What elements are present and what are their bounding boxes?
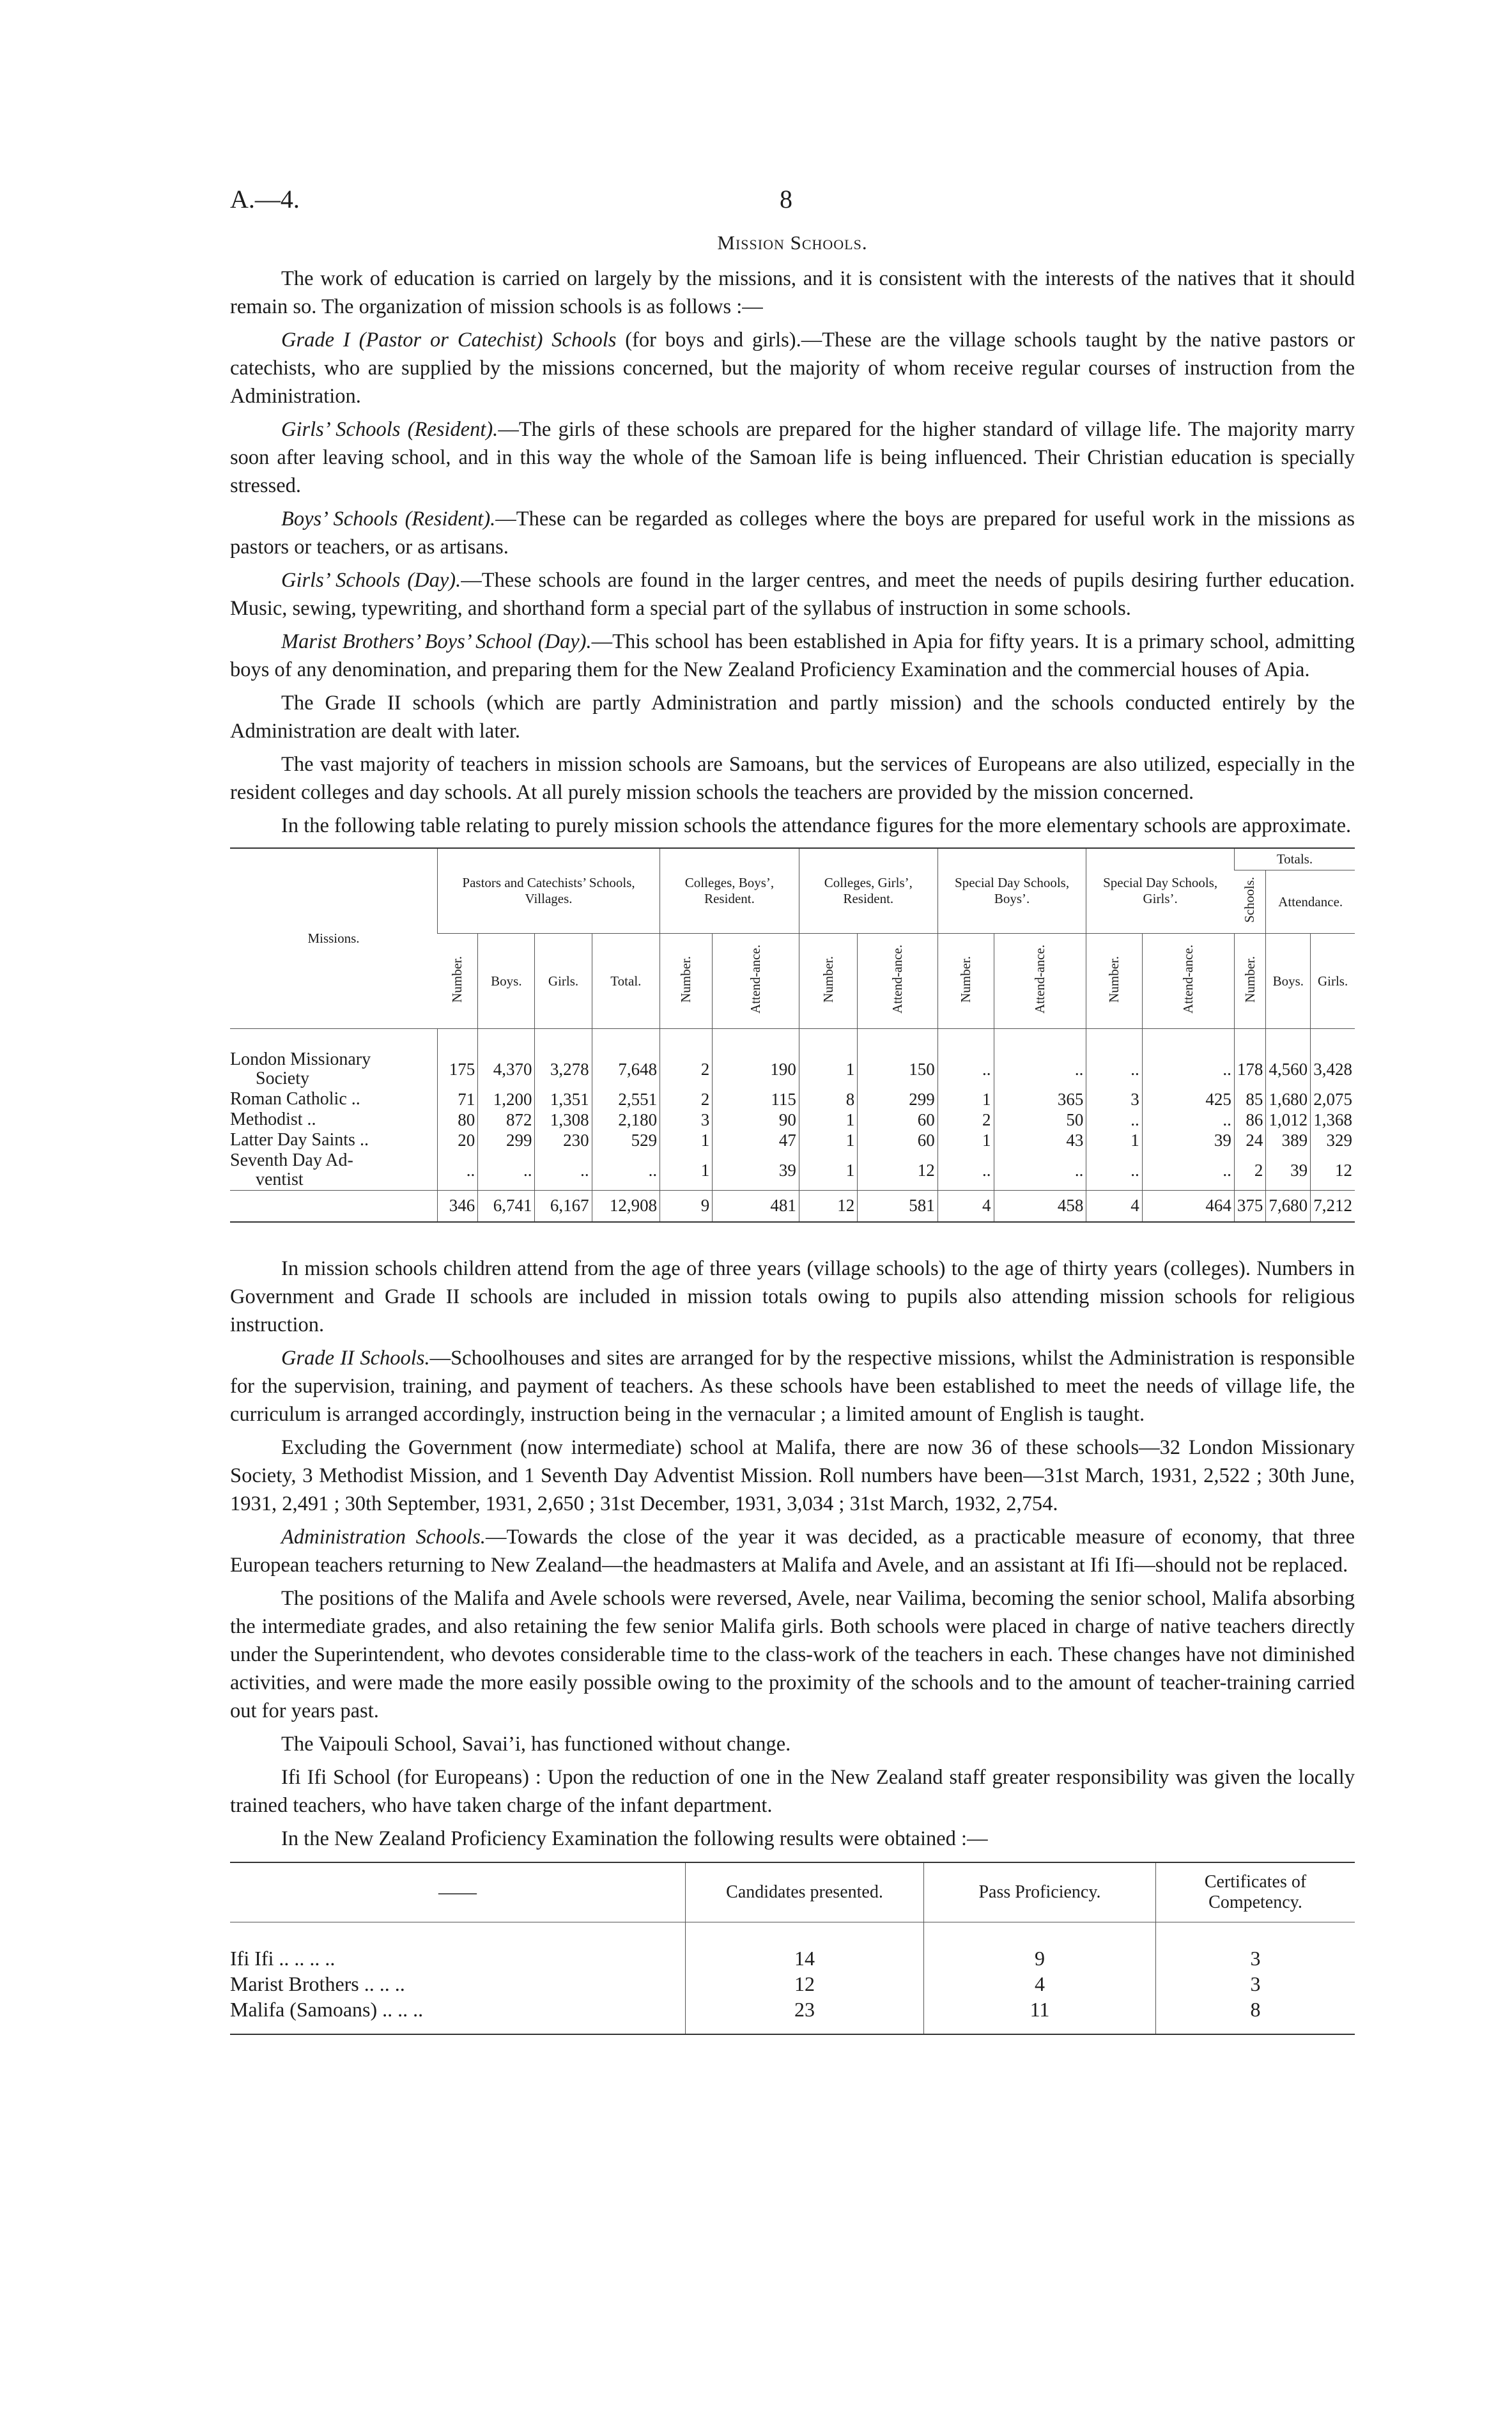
document-reference: A.—4. — [230, 185, 300, 213]
totals-row — [230, 1191, 1355, 1223]
mission-schools-table — [230, 847, 1355, 1223]
table-cell: 20 — [438, 1130, 478, 1150]
school-cell: Ifi Ifi .. .. .. .. — [230, 1947, 336, 1970]
table-cell: 1 — [937, 1130, 994, 1150]
spacer-cell — [858, 1029, 938, 1050]
spacer-cell — [1266, 1029, 1311, 1050]
total-cell: 6,741 — [478, 1191, 535, 1223]
table-cell: 71 — [438, 1089, 478, 1110]
mission-name: Roman Catholic .. — [230, 1089, 360, 1109]
paragraph — [230, 689, 1355, 745]
table-cell: .. — [478, 1150, 535, 1191]
spacer-cell — [799, 1029, 857, 1050]
table-cell: 1,308 — [535, 1110, 592, 1130]
table-cell: .. — [438, 1150, 478, 1191]
col-special-girls: Special Day Schools, Girls’. — [1086, 848, 1235, 934]
subcol-attendance: Attend-ance. — [1142, 934, 1234, 1029]
table-cell: 2 — [660, 1049, 713, 1089]
table-cell: 389 — [1266, 1130, 1311, 1150]
table-cell: .. — [1142, 1150, 1234, 1191]
table-cell: 24 — [1234, 1130, 1266, 1150]
table-cell: 60 — [858, 1130, 938, 1150]
paragraph-text: The work of education is carried on largely by the missions, and it is consistent with the interests of the natives that it should remain so. The organization of mission schools is as follows :— — [230, 267, 1355, 318]
proficiency-table — [230, 1862, 1355, 2035]
table-cell: 80 — [438, 1110, 478, 1130]
spacer-cell — [660, 1029, 713, 1050]
col-school: —— — [230, 1862, 686, 1922]
paragraph-lead: Marist Brothers’ Boys’ School (Day). — [281, 630, 592, 653]
subcol-number: Number. — [660, 934, 713, 1029]
table-cell: 2,075 — [1311, 1089, 1355, 1110]
col-colleges-girls: Colleges, Girls’, Resident. — [799, 848, 937, 934]
paragraph-text: In the New Zealand Proficiency Examination the following results were obtained :— — [281, 1827, 988, 1850]
document-page — [230, 173, 1355, 2035]
paragraph — [230, 1523, 1355, 1579]
candidates-cell: 23 — [686, 1997, 924, 2034]
table-cell: 1 — [660, 1150, 713, 1191]
total-cell: 7,212 — [1311, 1191, 1355, 1223]
school-cell: Marist Brothers .. .. .. — [230, 1972, 405, 1995]
table-cell: 425 — [1142, 1089, 1234, 1110]
total-cell: 6,167 — [535, 1191, 592, 1223]
table-cell: 90 — [713, 1110, 799, 1130]
subcol-total: Total. — [592, 934, 660, 1029]
spacer-cell — [713, 1029, 799, 1050]
spacer-row — [230, 1029, 1355, 1050]
table-cell: .. — [1086, 1049, 1142, 1089]
table-cell: 329 — [1311, 1130, 1355, 1150]
table-cell: 2 — [660, 1089, 713, 1110]
table-cell: 4,370 — [478, 1049, 535, 1089]
certificates-cell: 3 — [1156, 1922, 1355, 1972]
table-cell: 3,278 — [535, 1049, 592, 1089]
candidates-cell: 12 — [686, 1971, 924, 1997]
table-cell: 47 — [713, 1130, 799, 1150]
mission-name: Latter Day Saints .. — [230, 1130, 369, 1150]
paragraph — [230, 1584, 1355, 1725]
subcol-number: Number. — [1086, 934, 1142, 1029]
mission-name: Seventh Day Ad- — [230, 1150, 353, 1170]
table-cell: 7,648 — [592, 1049, 660, 1089]
table-cell: 230 — [535, 1130, 592, 1150]
col-totals-attendance: Attendance. — [1266, 870, 1355, 934]
spacer-cell — [438, 1029, 478, 1050]
subcol-boys: Boys. — [478, 934, 535, 1029]
table-cell: 2,551 — [592, 1089, 660, 1110]
table-cell: 1,368 — [1311, 1110, 1355, 1130]
paragraph-text: The Vaipouli School, Savai’i, has functioned without change. — [281, 1733, 791, 1756]
mission-name-cell — [230, 1150, 438, 1191]
subcol-girls: Girls. — [1311, 934, 1355, 1029]
subcol-attendance: Attend-ance. — [713, 934, 799, 1029]
subcol-girls: Girls. — [535, 934, 592, 1029]
total-cell: 12 — [799, 1191, 857, 1223]
table-cell: 178 — [1234, 1049, 1266, 1089]
mission-name-continued: ventist — [256, 1170, 304, 1189]
mission-name: London Missionary — [230, 1049, 371, 1069]
table-cell: 60 — [858, 1110, 938, 1130]
total-cell: 464 — [1142, 1191, 1234, 1223]
table-cell: 1,680 — [1266, 1089, 1311, 1110]
paragraph-text: —Towards the close of the year it was decided, as a practicable measure of economy, that three European teachers returning to New Zealand—the headmasters at Malifa and Avele, and an assistant at Ifi Ifi—should not be replaced. — [230, 1526, 1355, 1577]
table-row — [230, 1922, 1355, 1972]
table-cell: 39 — [713, 1150, 799, 1191]
mission-name: Methodist .. — [230, 1110, 316, 1129]
paragraph — [230, 1255, 1355, 1339]
table-cell: 12 — [858, 1150, 938, 1191]
table-row — [230, 1971, 1355, 1997]
table-cell: 86 — [1234, 1110, 1266, 1130]
pass-cell: 4 — [924, 1971, 1156, 1997]
spacer-cell — [1086, 1029, 1142, 1050]
total-cell: 7,680 — [1266, 1191, 1311, 1223]
table-cell: .. — [592, 1150, 660, 1191]
paragraph — [230, 265, 1355, 321]
intro-paragraphs — [230, 265, 1355, 840]
paragraph-text: In mission schools children attend from the age of three years (village schools) to the age of thirty years (colleges). Numbers in Government and Grade II schools are included in mission totals owing to pupils also attending mission schools for religious instruction. — [230, 1257, 1355, 1336]
paragraph-text: —This school has been established in Apia for fifty years. It is a primary school, admitting boys of any denomination, and preparing them for the New Zealand Proficiency Examination and the commercial houses of Apia. — [230, 630, 1355, 681]
paragraph-text: The vast majority of teachers in mission schools are Samoans, but the services of Europeans are also utilized, especially in the resident colleges and day schools. At all purely mission schools the teachers are provided by the mission concerned. — [230, 753, 1355, 804]
spacer-cell — [994, 1029, 1086, 1050]
table-cell: 1 — [660, 1130, 713, 1150]
col-totals: Totals. — [1234, 848, 1355, 870]
col-candidates: Candidates presented. — [686, 1862, 924, 1922]
total-cell: 375 — [1234, 1191, 1266, 1223]
table-cell: 365 — [994, 1089, 1086, 1110]
mission-name-cell — [230, 1110, 438, 1130]
spacer-cell — [1311, 1029, 1355, 1050]
table-cell: .. — [1086, 1150, 1142, 1191]
paragraph-lead: Girls’ Schools (Resident). — [281, 418, 498, 441]
table-cell: 115 — [713, 1089, 799, 1110]
table-cell: 1,012 — [1266, 1110, 1311, 1130]
total-cell: 4 — [1086, 1191, 1142, 1223]
table-cell: 50 — [994, 1110, 1086, 1130]
total-cell: 12,908 — [592, 1191, 660, 1223]
paragraph-text: In the following table relating to purely mission schools the attendance figures for the more elementary schools are approximate. — [281, 814, 1352, 837]
subcol-number: Number. — [937, 934, 994, 1029]
paragraph-text: Ifi Ifi School (for Europeans) : Upon the reduction of one in the New Zealand staff greater responsibility was given the locally trained teachers, who have taken charge of the infant department. — [230, 1766, 1355, 1817]
paragraph-lead: Boys’ Schools (Resident). — [281, 507, 496, 530]
table-cell: 43 — [994, 1130, 1086, 1150]
table-cell: .. — [937, 1150, 994, 1191]
mission-name-cell — [230, 1089, 438, 1110]
table-cell: 3,428 — [1311, 1049, 1355, 1089]
spacer-cell — [478, 1029, 535, 1050]
subcol-number: Number. — [799, 934, 857, 1029]
subcol-attendance: Attend-ance. — [858, 934, 938, 1029]
col-pastors: Pastors and Catechists’ Schools, Villages. — [438, 848, 660, 934]
total-cell: 481 — [713, 1191, 799, 1223]
table-cell: 1,200 — [478, 1089, 535, 1110]
certificates-cell: 8 — [1156, 1997, 1355, 2034]
spacer-cell — [535, 1029, 592, 1050]
paragraph — [230, 566, 1355, 622]
table-cell: 1 — [799, 1150, 857, 1191]
table-row — [230, 1110, 1355, 1130]
col-special-boys: Special Day Schools, Boys’. — [937, 848, 1086, 934]
col-totals-schools: Schools. — [1234, 870, 1266, 934]
table-row — [230, 1049, 1355, 1089]
body-paragraphs — [230, 1255, 1355, 1853]
table-cell: 1 — [937, 1089, 994, 1110]
table-cell: .. — [535, 1150, 592, 1191]
table-cell: .. — [937, 1049, 994, 1089]
mission-name-continued: Society — [256, 1069, 309, 1088]
paragraph-lead: Grade II Schools. — [281, 1347, 430, 1370]
page-number: 8 — [780, 185, 792, 213]
paragraph — [230, 505, 1355, 561]
mission-table-body — [230, 1029, 1355, 1223]
paragraph — [230, 415, 1355, 500]
table-cell: 299 — [858, 1089, 938, 1110]
table-cell: 85 — [1234, 1089, 1266, 1110]
total-cell: 581 — [858, 1191, 938, 1223]
paragraph-text: —These can be regarded as colleges where the boys are prepared for useful work in the missions as pastors or teachers, or as artisans. — [230, 507, 1355, 559]
table-cell: .. — [1086, 1110, 1142, 1130]
table-cell: 1 — [1086, 1130, 1142, 1150]
mission-name-cell — [230, 1130, 438, 1150]
table-cell: 4,560 — [1266, 1049, 1311, 1089]
table-cell: 3 — [660, 1110, 713, 1130]
spacer-cell — [1142, 1029, 1234, 1050]
table-cell: .. — [994, 1150, 1086, 1191]
col-pass: Pass Proficiency. — [924, 1862, 1156, 1922]
table-cell: 529 — [592, 1130, 660, 1150]
paragraph — [230, 1763, 1355, 1820]
total-cell: 458 — [994, 1191, 1086, 1223]
table-cell: 2,180 — [592, 1110, 660, 1130]
paragraph-text: —These schools are found in the larger centres, and meet the needs of pupils desiring further education. Music, sewing, typewriting, and shorthand form a special part of the syllabus of instruction in some schools. — [230, 569, 1355, 620]
pass-cell: 9 — [924, 1922, 1156, 1972]
paragraph — [230, 1434, 1355, 1518]
table-row — [230, 1089, 1355, 1110]
total-cell: 346 — [438, 1191, 478, 1223]
spacer-cell — [592, 1029, 660, 1050]
paragraph — [230, 812, 1355, 840]
candidates-cell: 14 — [686, 1922, 924, 1972]
subcol-number: Number. — [1234, 934, 1266, 1029]
paragraph-lead: Administration Schools. — [281, 1526, 486, 1549]
paragraph-lead: Girls’ Schools (Day). — [281, 569, 461, 592]
subcol-boys: Boys. — [1266, 934, 1311, 1029]
col-colleges-boys: Colleges, Boys’, Resident. — [660, 848, 799, 934]
paragraph — [230, 1344, 1355, 1428]
table-row — [230, 1130, 1355, 1150]
paragraph-text: —The girls of these schools are prepared for the higher standard of village life. The majority marry soon after leaving school, and in this way the whole of the Samoan life is being influenced. Their Christian education is specially stressed. — [230, 418, 1355, 497]
pass-cell: 11 — [924, 1997, 1156, 2034]
table-cell: 872 — [478, 1110, 535, 1130]
table-cell: 1 — [799, 1130, 857, 1150]
section-title: Mission Schools. — [717, 231, 868, 254]
table-cell: .. — [994, 1049, 1086, 1089]
paragraph-text: —Schoolhouses and sites are arranged for by the respective missions, whilst the Administration is responsible for the supervision, training, and payment of teachers. As these schools have been established to meet the needs of village life, the curriculum is arranged accordingly, instruction being in the vernacular ; a limited amount of English is taught. — [230, 1347, 1355, 1426]
table-cell: 1,351 — [535, 1089, 592, 1110]
col-missions: Missions. — [230, 848, 438, 1029]
page-header — [230, 173, 1355, 224]
subcol-number: Number. — [438, 934, 478, 1029]
totals-label-cell — [230, 1191, 438, 1223]
table-cell: 1 — [799, 1110, 857, 1130]
spacer-cell — [1234, 1029, 1266, 1050]
table-cell: 190 — [713, 1049, 799, 1089]
table-cell: 299 — [478, 1130, 535, 1150]
table-cell: 2 — [1234, 1150, 1266, 1191]
paragraph — [230, 1730, 1355, 1758]
certificates-cell: 3 — [1156, 1971, 1355, 1997]
paragraph-text: Excluding the Government (now intermediate) school at Malifa, there are now 36 of these schools—32 London Missionary Society, 3 Methodist Mission, and 1 Seventh Day Adventist Mission. Roll numbers have been—31st March, 1931, 2,522 ; 30th June, 1931, 2,491 ; 30th September, 1931, 2,650 ; 31st December, 1931, 3,034 ; 31st March, 1932, 2,754. — [230, 1436, 1355, 1515]
total-cell: 4 — [937, 1191, 994, 1223]
table-row — [230, 1150, 1355, 1191]
paragraph — [230, 326, 1355, 410]
table-cell: 3 — [1086, 1089, 1142, 1110]
paragraph-lead: Grade I (Pastor or Catechist) Schools — [281, 329, 617, 352]
table-row — [230, 1997, 1355, 2034]
spacer-cell — [230, 1029, 438, 1050]
table-cell: .. — [1142, 1049, 1234, 1089]
paragraph-text: (for boys and girls).—These are the village schools taught by the native pastors or catechists, who are supplied by the missions concerned, but the majority of whom receive regular courses of instruction from the Administration. — [230, 329, 1355, 408]
table-cell: 39 — [1142, 1130, 1234, 1150]
mission-name-cell — [230, 1049, 438, 1089]
table-cell: 8 — [799, 1089, 857, 1110]
col-certificates: Certificates of Competency. — [1156, 1862, 1355, 1922]
subcol-attendance: Attend-ance. — [994, 934, 1086, 1029]
paragraph — [230, 628, 1355, 684]
table-cell: 39 — [1266, 1150, 1311, 1191]
school-cell: Malifa (Samoans) .. .. .. — [230, 1998, 424, 2021]
paragraph — [230, 1825, 1355, 1853]
table-cell: 175 — [438, 1049, 478, 1089]
total-cell: 9 — [660, 1191, 713, 1223]
table-cell: 150 — [858, 1049, 938, 1089]
table-cell: 2 — [937, 1110, 994, 1130]
proficiency-table-body — [230, 1922, 1355, 2035]
table-cell: 12 — [1311, 1150, 1355, 1191]
table-cell: 1 — [799, 1049, 857, 1089]
paragraph — [230, 750, 1355, 807]
paragraph-text: The positions of the Malifa and Avele schools were reversed, Avele, near Vailima, becoming the senior school, Malifa absorbing the intermediate grades, and also retaining the few senior Malifa girls. Both schools were placed in charge of native teachers directly under the Superintendent, who devotes considerable time to the class-work of the teachers in each. These changes have not diminished activities, and were made the more easily possible owing to the proximity of the schools and to the amount of teacher-training carried out for years past. — [230, 1587, 1355, 1722]
spacer-cell — [937, 1029, 994, 1050]
paragraph-text: The Grade II schools (which are partly Administration and partly mission) and the schools conducted entirely by the Administration are dealt with later. — [230, 692, 1355, 743]
table-cell: .. — [1142, 1110, 1234, 1130]
